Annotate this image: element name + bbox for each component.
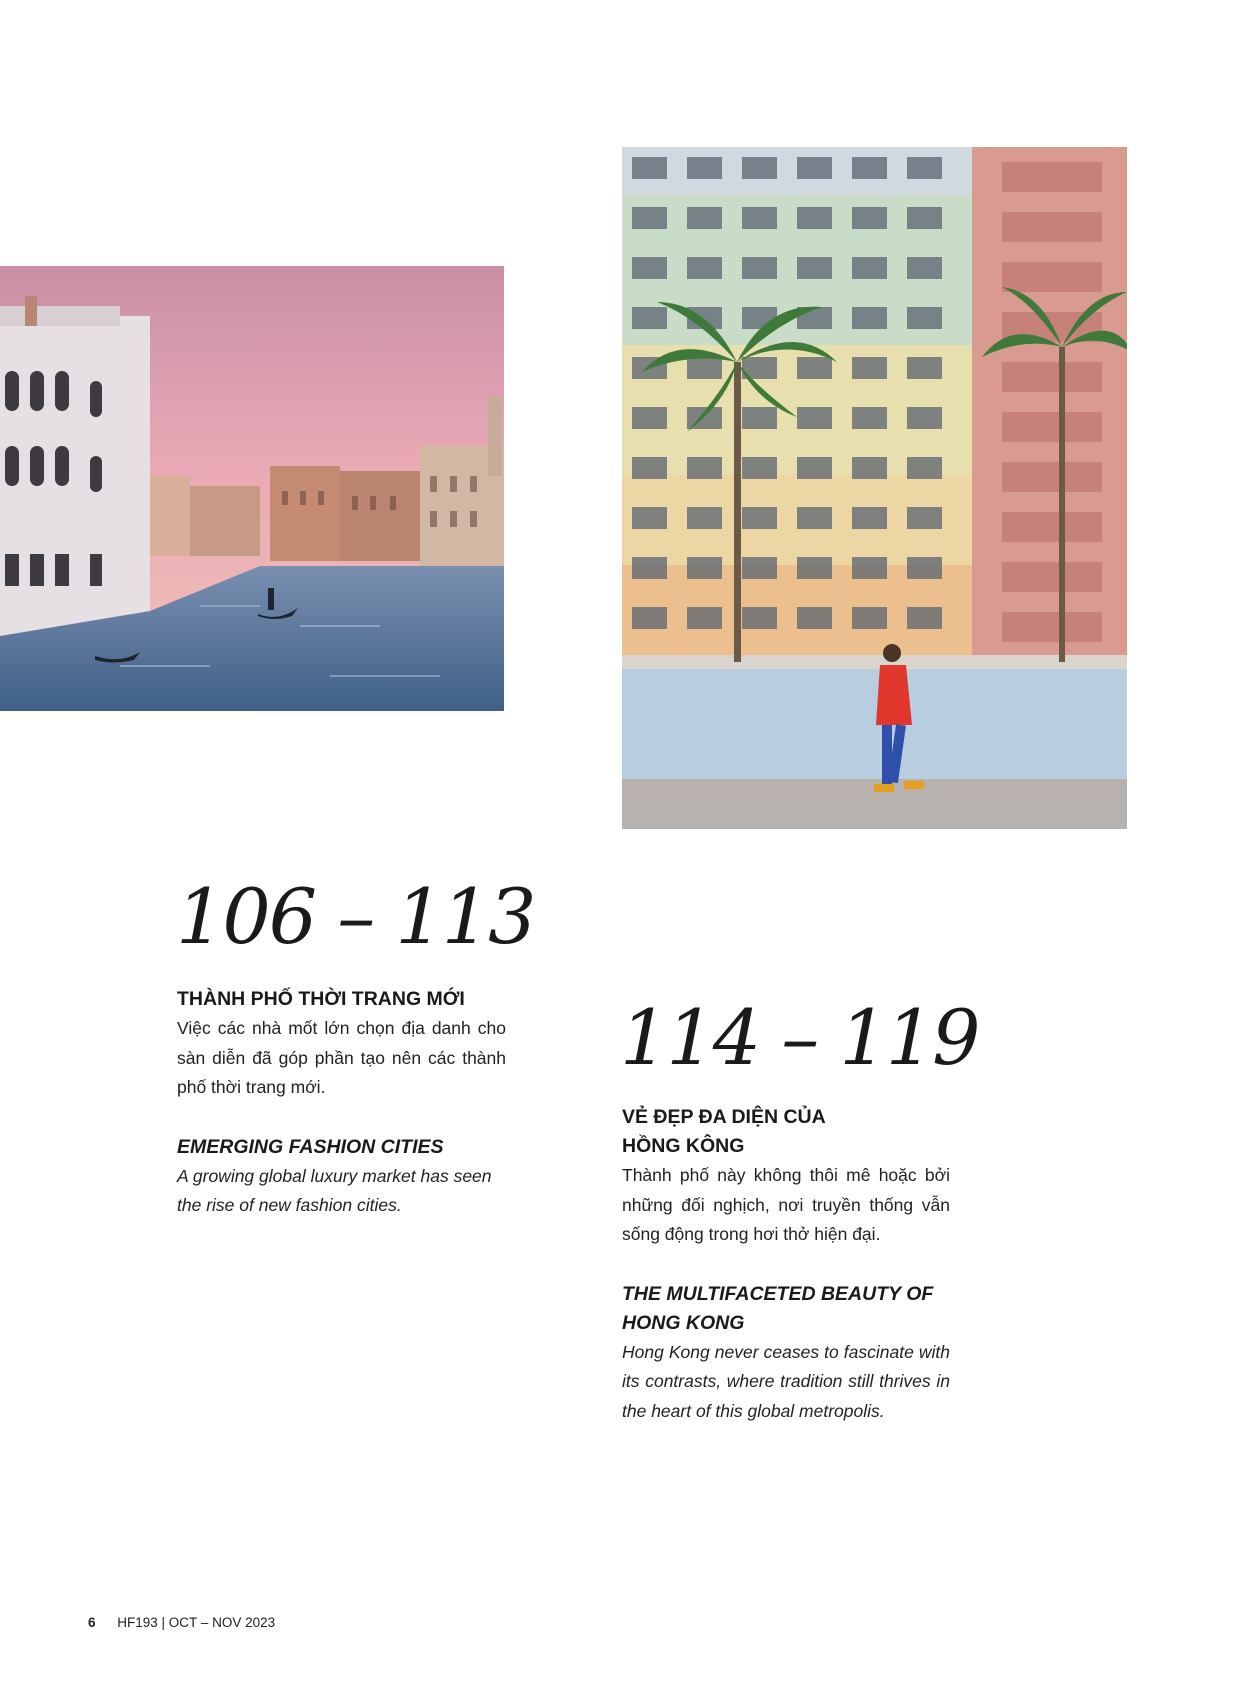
feature2-vn-title-line1: VẺ ĐẸP ĐA DIỆN CỦA [622,1106,826,1128]
feature1-vn-body: Việc các nhà mốt lớn chọn địa danh cho sàn diễn đã góp phần tạo nên các thành phố thời trang mới. [177,1018,506,1097]
page-footer [88,1615,275,1630]
feature2-en-title-line1: THE MULTIFACETED BEAUTY OF [622,1282,934,1305]
feature2-vn-title-line2: HỒNG KÔNG [622,1135,745,1157]
feature-multifaceted-hong-kong [622,1103,950,1426]
feature1-en-body: A growing global luxury market has seen the rise of new fashion cities. [177,1165,492,1215]
feature1-en-title: EMERGING FASHION CITIES [177,1135,444,1158]
feature2-vn-body: Thành phố này không thôi mê hoặc bởi những đối nghịch, nơi truyền thống vẫn sống động trong hơi thở hiện đại. [622,1165,950,1244]
feature1-vn-title: THÀNH PHỐ THỜI TRANG MỚI [177,988,465,1010]
page-range-114-119: 114 – 119 [620,993,979,1082]
venice-canal-photo [0,266,504,711]
feature-emerging-fashion-cities [177,985,506,1221]
feature2-en-title-line2: HONG KONG [622,1311,745,1334]
page-range-106-113: 106 – 113 [176,872,535,961]
hong-kong-building-photo [622,147,1127,829]
footer-page-number: 6 [88,1615,96,1630]
feature2-en-title [622,1280,950,1338]
feature2-en-body: Hong Kong never ceases to fascinate with its contrasts, where tradition still thrives in the heart of this global metropolis. [622,1341,950,1421]
footer-issue: HF193 | OCT – NOV 2023 [117,1615,276,1630]
feature2-vn-title [622,1103,950,1161]
